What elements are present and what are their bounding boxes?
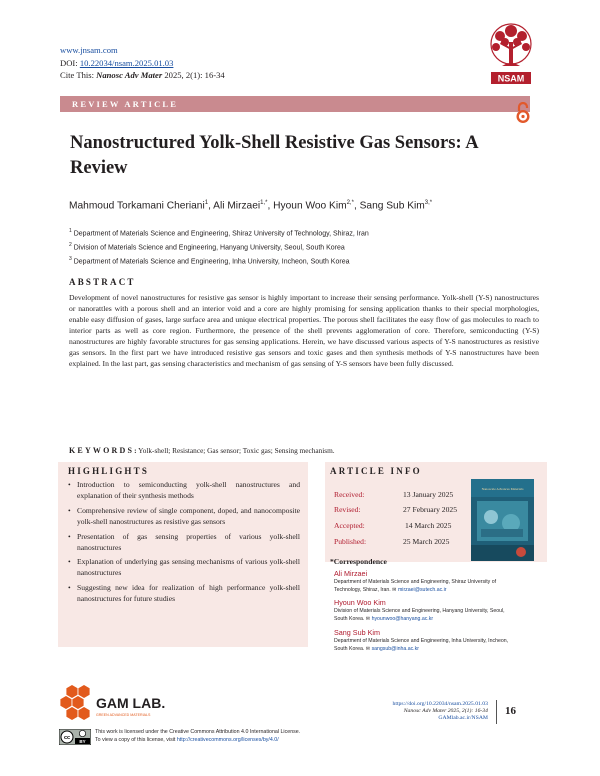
abstract-text: Development of novel nanostructures for resistive gas sensor is highly important to increase their sensing performance. Yolk-shell (Y-S) nanostructures or nanorattles with a porous shell and an interior void and a core are highly promising for sensing application thanks to their special morphologies, enable easy diffusion of gases, large surface area and unique electrical properties. The porous shell facilitates the easy flow of gas molecules to reach to interior parts as well as core region. Furthermore, the presence of the shell prevents agglomeration of core. Therefore, semiconducting (Y-S) nanostructures are highly favorable structures for gas sensing applications. Herein, we have discussed various aspects of Y-S nanostructures as resistive gas sensors. In the first part we have introduced resistive gas sensors and toxic gases and then synthesis methods of Y-S nanostructures have been explained. In the last part, gas sensing characteristics and mechanism of gas sensing of Y-S sensors have been fully discussed. — [69, 293, 539, 368]
published-value: 25 March 2025 — [403, 537, 450, 546]
page-number-box — [496, 700, 527, 724]
article-type-band — [60, 96, 530, 112]
received-label: Received: — [334, 490, 365, 499]
gam-logo-text: GAM LAB. — [96, 695, 166, 711]
doi-link[interactable]: 10.22034/nsam.2025.01.03 — [79, 57, 174, 68]
email-icon: ✉ — [392, 587, 397, 593]
author-sup: 1 — [204, 200, 209, 206]
affiliation-text: Department of Materials Science and Engineering, Shiraz University of Technology, Shiraz, Iran — [73, 230, 369, 238]
accepted-label: Accepted: — [334, 521, 365, 530]
svg-text:cc: cc — [63, 735, 71, 742]
license-text — [95, 729, 300, 744]
cite-journal: Nanosc Adv Mater — [96, 70, 163, 81]
correspondent-name: Sang Sub Kim — [334, 628, 380, 637]
keywords-line: KEYWORDS: Yolk-shell; Resistance; Gas sensor; Toxic gas; Sensing mechanism. — [69, 446, 335, 455]
author-name: Sang Sub Kim — [359, 200, 425, 212]
correspondent-affil2 — [334, 615, 505, 623]
highlight-text: Explanation of underlying gas sensing mechanisms of various yolk-shell nanostructures — [77, 557, 300, 578]
cc-by-badge[interactable] — [59, 729, 91, 750]
footer-info — [376, 701, 488, 723]
affiliation-item — [69, 226, 369, 240]
highlight-item: • Introduction to semiconducting yolk-shell nanostructures and explanation of their synthesis methods — [68, 480, 300, 500]
correspondent-affil: Division of Materials Science and Engineering, Hanyang University, Seoul, — [334, 608, 505, 614]
footer-doi-link[interactable]: https://doi.org/10.22034/nsam.2025.01.03 — [392, 701, 488, 707]
cite-rest: 2025, 2(1): 16-34 — [164, 70, 225, 81]
cite-prefix: Cite This: — [60, 70, 94, 81]
cite-line — [60, 69, 225, 82]
affiliation-num: 1 — [69, 228, 72, 234]
highlights-list — [68, 480, 300, 609]
highlight-item: • Suggesting new idea for realization of high performance yolk-shell nanostructures for future studies — [68, 583, 300, 604]
cover-title: Nanoscale Advances Materials — [481, 487, 524, 491]
highlight-text: Comprehensive review of single component, doped, and nanocomposite yolk-shell nanostructures as resistive gas sensors — [77, 505, 300, 526]
highlight-text: Presentation of gas sensing properties of various yolk-shell nanostructures — [77, 531, 300, 552]
affiliations — [69, 226, 369, 268]
correspondent-affil2 — [334, 586, 496, 594]
paper-title: Nanostructured Yolk-Shell Resistive Gas Sensors: A Review — [70, 133, 478, 178]
correspondent-1 — [334, 569, 496, 594]
affiliation-num: 2 — [69, 241, 72, 248]
article-type: REVIEW ARTICLE — [72, 99, 179, 109]
author-sup: 3,* — [424, 200, 433, 206]
revised-value: 27 February 2025 — [403, 505, 457, 514]
correspondent-affil: Department of Materials Science and Engineering, Shiraz University of — [334, 579, 497, 585]
gam-logo-subtext: GREEN ADVANCED MATERIALS — [96, 713, 151, 717]
gam-lab-logo — [56, 684, 206, 729]
author-sup: 2,* — [346, 200, 354, 206]
affiliation-num: 3 — [69, 255, 72, 262]
revised-label: Revised: — [334, 505, 361, 514]
affiliation-text: Department of Materials Science and Engineering, Inha University, Incheon, South Korea — [73, 258, 350, 266]
highlight-text: Introduction to semiconducting yolk-shell nanostructures and explanation of their synthesis methods — [77, 480, 300, 500]
journal-header — [60, 44, 225, 82]
highlight-item: • Presentation of gas sensing properties of various yolk-shell nanostructures — [68, 531, 300, 552]
license-line-1: This work is licensed under the Creative Commons Attribution 4.0 International License. — [95, 729, 301, 735]
doi-label: DOI: — [60, 57, 78, 68]
license-line-2-prefix: To view a copy of this license, visit — [95, 736, 176, 743]
keywords-text: Yolk-shell; Resistance; Gas sensor; Toxic gas; Sensing mechanism. — [138, 446, 335, 455]
logo-text: NSAM — [497, 73, 525, 84]
person-icon — [79, 730, 85, 736]
correspondent-affil: Department of Materials Science and Engineering, Inha University, Incheon, — [334, 638, 509, 644]
correspondent-2 — [334, 598, 505, 623]
keywords-heading: KEYWORDS — [69, 446, 135, 455]
email-icon: ✉ — [365, 646, 371, 652]
author-name: Hyoun Woo Kim — [273, 200, 347, 212]
correspondent-affil-line2: South Korea. — [334, 616, 365, 622]
correspondent-email[interactable]: mirzaei@sutech.ac.ir — [397, 587, 447, 593]
highlight-item: • Explanation of underlying gas sensing mechanisms of various yolk-shell nanostructures — [68, 557, 300, 578]
open-access-icon — [515, 102, 531, 129]
page-number: 16 — [505, 705, 516, 717]
correspondent-email[interactable]: hyounwoo@hanyang.ac.kr — [371, 616, 434, 622]
author-name: Ali Mirzaei — [213, 200, 261, 212]
highlights-heading: HIGHLIGHTS — [68, 466, 150, 476]
journal-website[interactable]: www.jnsam.com — [60, 45, 118, 55]
correspondent-name: Hyoun Woo Kim — [334, 598, 386, 607]
correspondence-heading: *Correspondence — [330, 557, 387, 566]
correspondent-name: Ali Mirzaei — [334, 569, 368, 578]
license-link[interactable]: http://creativecommons.org/licenses/by/4.0/ — [176, 736, 279, 743]
affiliation-item — [69, 240, 369, 254]
abstract-heading: ABSTRACT — [69, 277, 136, 287]
doi-line — [60, 57, 225, 70]
article-info-heading: ARTICLE INFO — [330, 466, 422, 476]
footer-cite: Nanosc Adv Mater 2025, 2(1): 16-34 — [403, 708, 488, 715]
correspondent-email[interactable]: sangsub@inha.ac.kr — [371, 646, 419, 652]
published-label: Published: — [334, 537, 367, 546]
correspondent-affil-line2: Technology, Shiraz, Iran. — [334, 587, 391, 593]
footer-gam-link[interactable]: GAMlab.ac.ir/NSAM — [438, 715, 488, 722]
author-sup: 1,* — [260, 200, 268, 206]
nsam-logo — [476, 20, 546, 90]
author-list: Mahmoud Torkamani Cheriani$^1$, Ali Mirzaei$^{1,*}$, Hyoun Woo Kim$^{2,*}$, Sang Sub Kim$^{3,*}$ — [69, 200, 433, 212]
received-value: 13 January 2025 — [403, 490, 454, 499]
affiliation-text: Division of Materials Science and Engineering, Hanyang University, Seoul, South Korea — [73, 244, 345, 252]
journal-cover-image — [471, 479, 534, 561]
correspondent-3 — [334, 628, 508, 653]
affiliation-item — [69, 254, 369, 268]
accepted-value: 14 March 2025 — [405, 521, 452, 530]
hexagon-cluster-icon — [60, 685, 90, 721]
cc-by-label: BY — [79, 738, 86, 744]
correspondent-affil-line2: South Korea. — [334, 646, 365, 652]
author-name: Mahmoud Torkamani Cheriani — [69, 200, 205, 212]
highlight-item: • Comprehensive review of single component, doped, and nanocomposite yolk-shell nanostructures as resistive gas sensors — [68, 505, 300, 526]
correspondent-affil2 — [334, 645, 508, 653]
email-icon: ✉ — [365, 616, 371, 622]
tree-logo-icon — [476, 20, 546, 90]
license-line-2 — [95, 737, 300, 745]
highlight-text: Suggesting new idea for realization of high performance yolk-shell nanostructures for future studies — [77, 583, 300, 604]
